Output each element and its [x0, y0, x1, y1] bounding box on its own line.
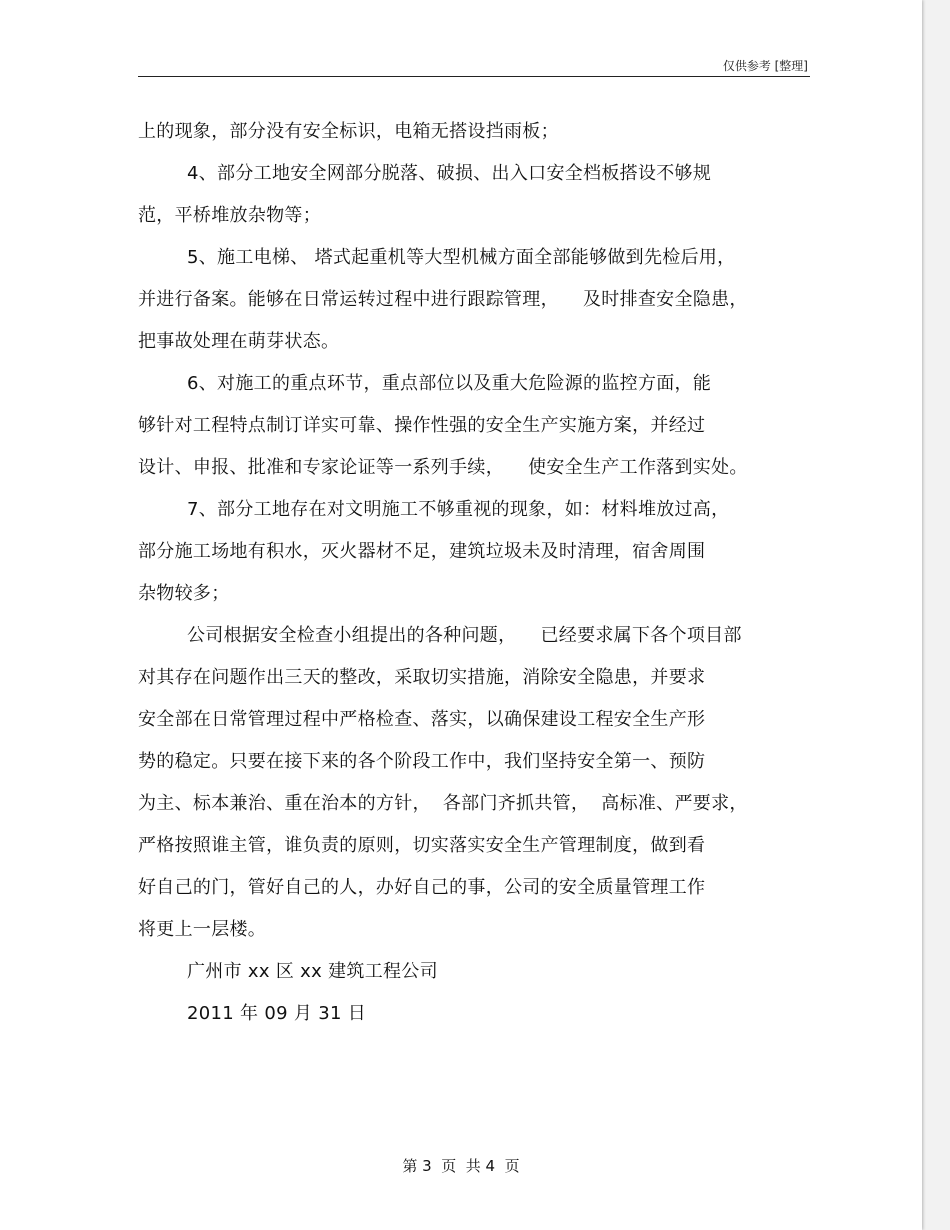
body-line: 杂物较多；: [138, 583, 230, 604]
body-line: 好自己的门，管好自己的人，办好自己的事，公司的安全质量管理工作: [138, 877, 706, 898]
header-divider: [138, 76, 810, 77]
page-number-footer: 第 3 页 共 4 页: [402, 1157, 520, 1175]
body-line: 公司根据安全检查小组提出的各种问题， 已经要求属下各个项目部: [187, 625, 742, 646]
body-line: 势的稳定。只要在接下来的各个阶段工作中，我们坚持安全第一、预防: [138, 751, 706, 772]
body-line: 5、施工电梯、 塔式起重机等大型机械方面全部能够做到先检后用，: [187, 247, 736, 268]
page-header-label: 仅供参考 [整理]: [722, 59, 808, 73]
body-line: 严格按照谁主管，谁负责的原则，切实落实安全生产管理制度，做到看: [138, 835, 706, 856]
body-line: 6、对施工的重点环节，重点部位以及重大危险源的监控方面，能: [187, 373, 712, 394]
signature-date: 2011 年 09 月 31 日: [187, 1003, 367, 1024]
signature-company: 广州市 xx 区 xx 建筑工程公司: [187, 961, 438, 982]
body-line: 4、部分工地安全网部分脱落、破损、出入口安全档板搭设不够规: [187, 163, 712, 184]
body-line: 对其存在问题作出三天的整改，采取切实措施，消除安全隐患，并要求: [138, 667, 706, 688]
body-line: 为主、标本兼治、重在治本的方针， 各部门齐抓共管， 高标准、严要求，: [138, 793, 748, 814]
body-line: 把事故处理在萌芽状态。: [138, 331, 340, 352]
body-line: 安全部在日常管理过程中严格检查、落实，以确保建设工程安全生产形: [138, 709, 706, 730]
body-line: 设计、申报、批准和专家论证等一系列手续， 使安全生产工作落到实处。: [138, 457, 748, 478]
body-line: 将更上一层楼。: [138, 919, 267, 940]
body-line: 够针对工程特点制订详实可靠、操作性强的安全生产实施方案，并经过: [138, 415, 706, 436]
body-line: 上的现象，部分没有安全标识，电箱无搭设挡雨板；: [138, 121, 559, 142]
body-line: 并进行备案。能够在日常运转过程中进行跟踪管理， 及时排查安全隐患，: [138, 289, 748, 310]
body-line: 7、部分工地存在对文明施工不够重视的现象，如：材料堆放过高，: [187, 499, 730, 520]
body-line: 部分施工场地有积水，灭火器材不足，建筑垃圾未及时清理，宿舍周围: [138, 541, 706, 562]
body-line: 范，平桥堆放杂物等；: [138, 205, 321, 226]
